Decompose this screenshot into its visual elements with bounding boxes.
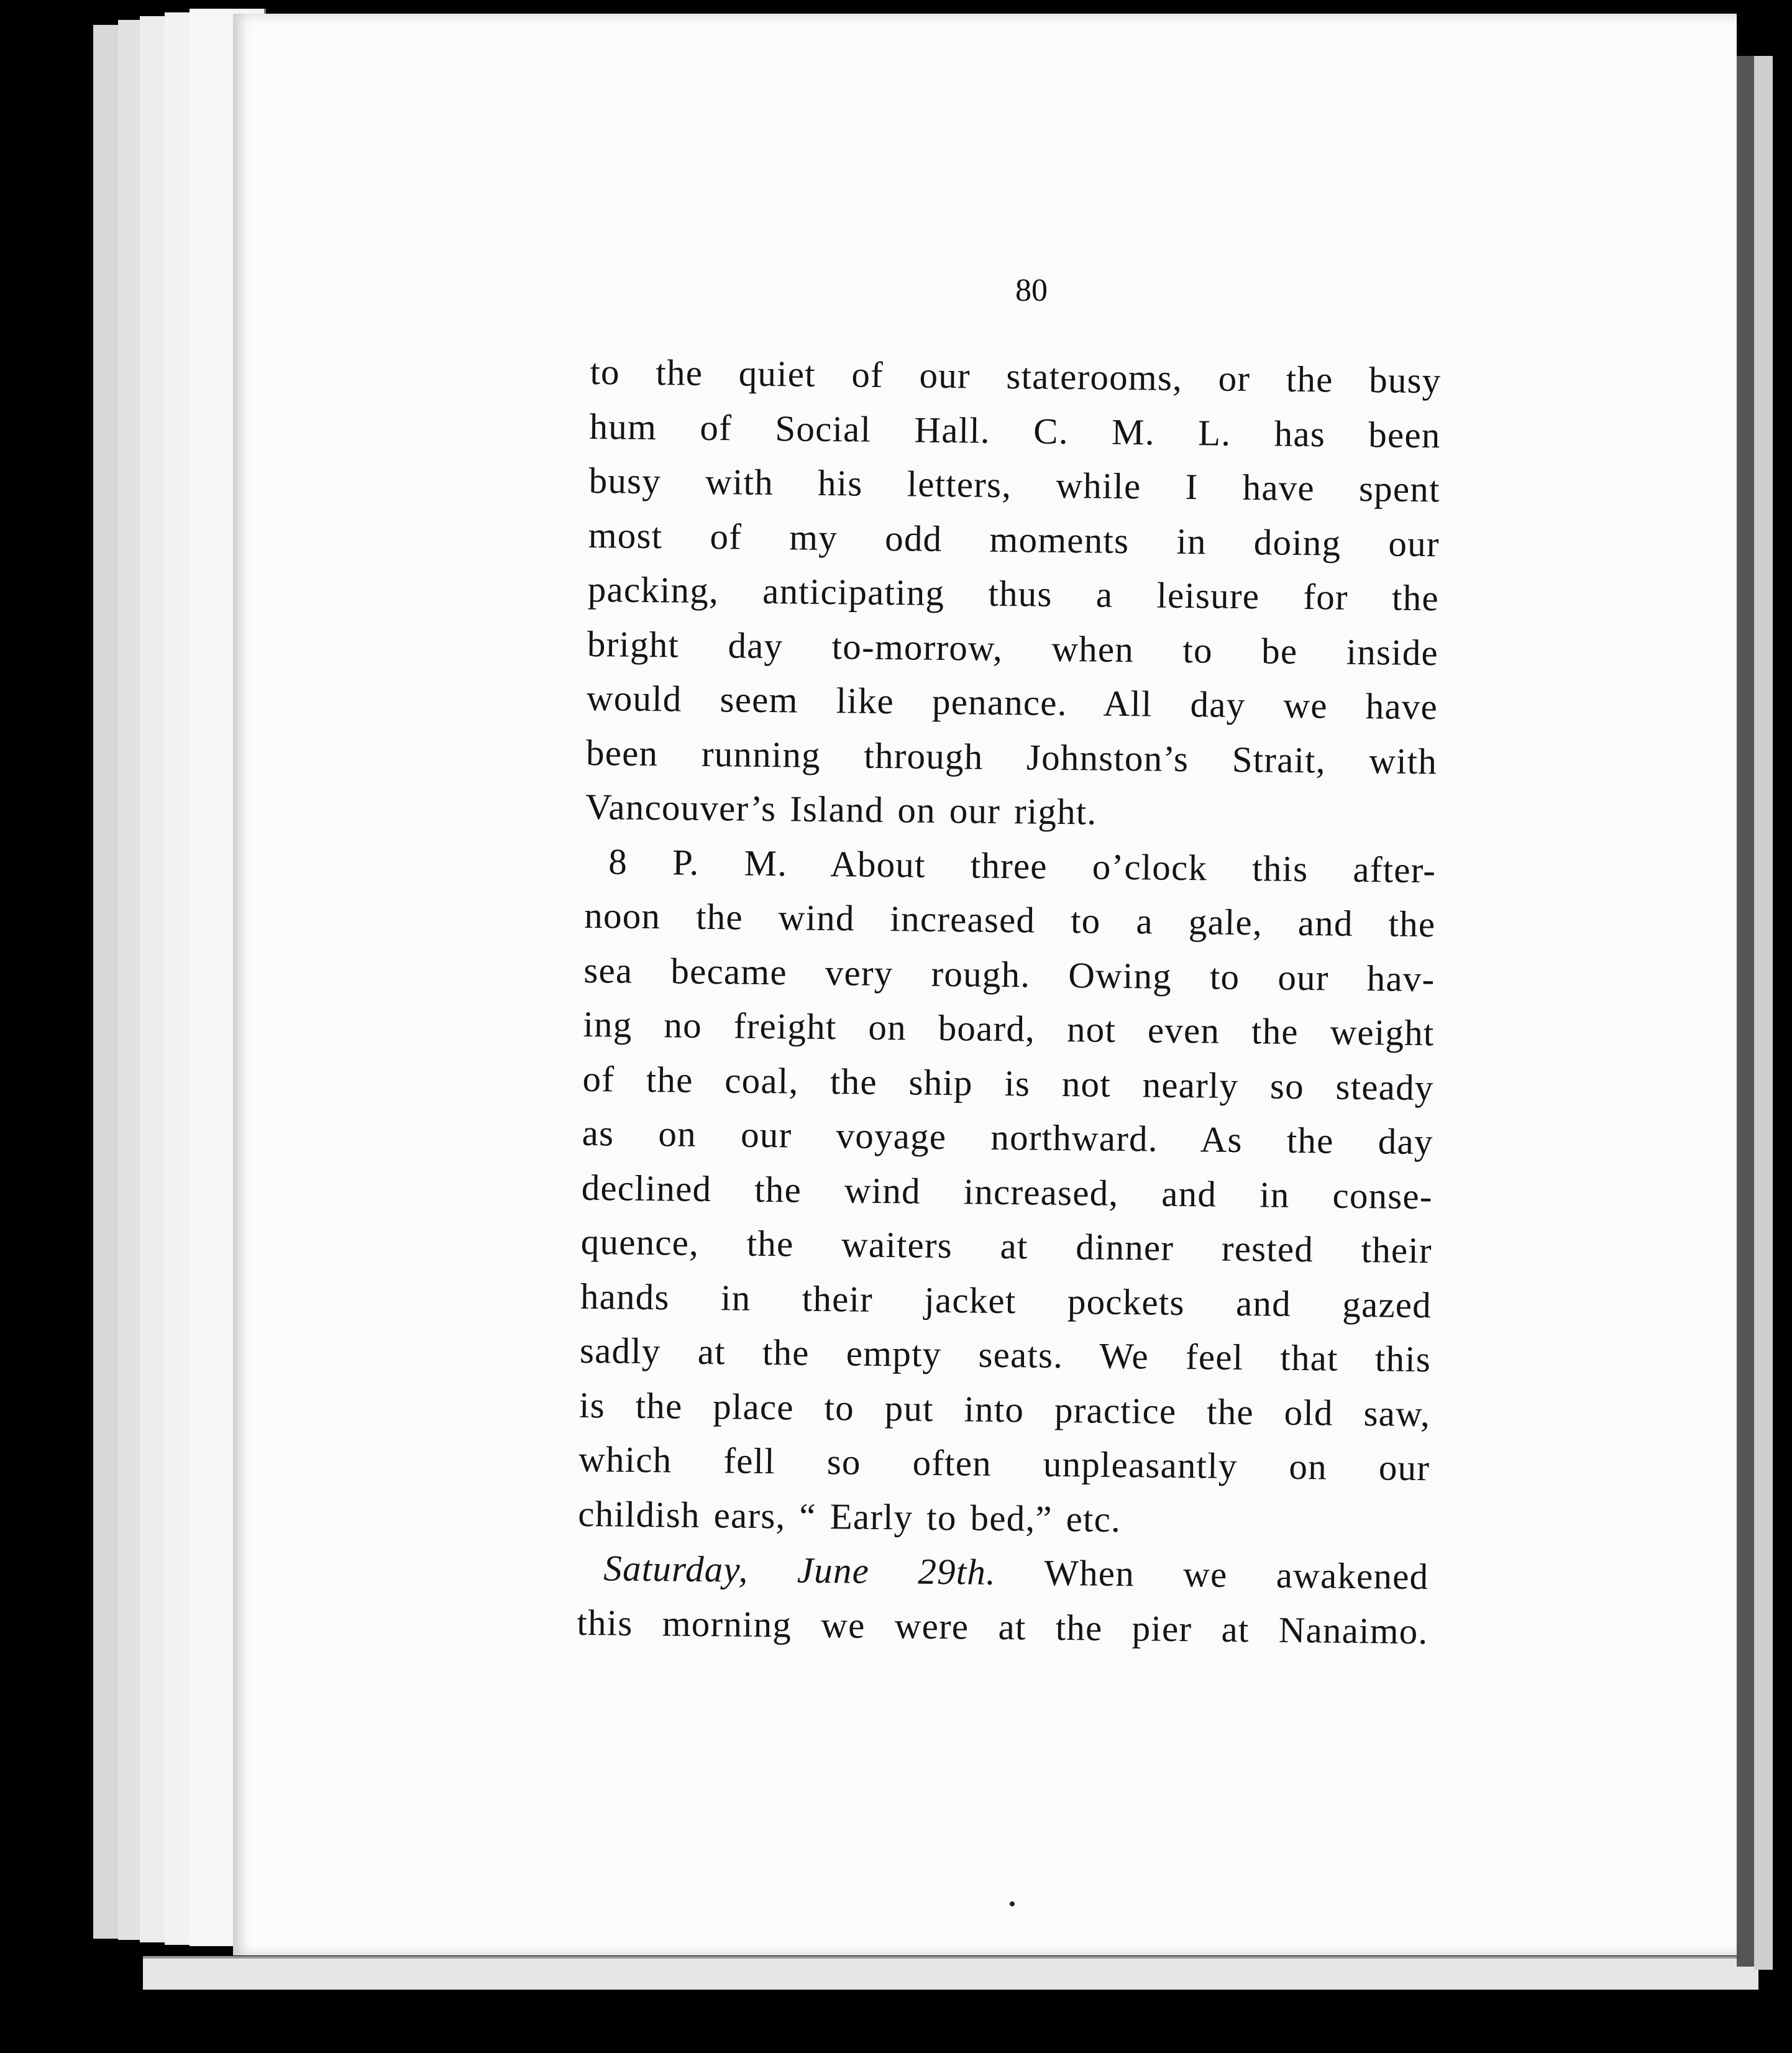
text-line: this morning we were at the pier at Nanaimo. [577, 1601, 1429, 1652]
date-heading: Saturday, June 29th. [603, 1547, 997, 1593]
text-fragment: When we awakened [995, 1551, 1429, 1598]
ink-speck [1010, 1901, 1015, 1906]
text-line: 8 P. M. About three o’clock this after- [608, 840, 1437, 890]
text-line: been running through Johnston’s Strait, with [585, 731, 1438, 782]
right-binding-shadow [1737, 56, 1754, 1967]
page-number: 80 [1015, 273, 1048, 308]
text-line: ing no freight on board, not even the weight [583, 1003, 1435, 1054]
text-line: declined the wind increased, and in conse- [581, 1166, 1433, 1217]
text-line: bright day to-morrow, when to be inside [587, 623, 1439, 673]
right-page-edge [1754, 56, 1773, 1970]
text-line: hum of Social Hall. C. M. L. has been [589, 405, 1441, 455]
text-line: Vancouver’s Island on our right. [585, 785, 1097, 833]
text-line: would seem like penance. All day we have [586, 677, 1438, 728]
text-line: which fell so often unpleasantly on our [578, 1438, 1430, 1489]
text-line: noon the wind increased to a gale, and the [584, 894, 1436, 945]
text-line: childish ears, “ Early to bed,” etc. [577, 1493, 1122, 1540]
paragraph-1 [585, 345, 1442, 843]
paragraph-3 [577, 1541, 1429, 1658]
body-text [577, 345, 1442, 1658]
text-line: most of my odd moments in doing our [588, 514, 1440, 564]
text-line: hands in their jacket pockets and gazed [580, 1275, 1432, 1325]
text-line: as on our voyage northward. As the day [582, 1112, 1433, 1163]
bottom-page-edge [143, 1956, 1758, 1990]
paragraph-2 [578, 834, 1437, 1550]
text-line: to the quiet of our staterooms, or the busy [590, 350, 1442, 401]
text-line: busy with his letters, while I have spent [588, 459, 1440, 510]
text-line: sea became very rough. Owing to our hav- [583, 949, 1435, 999]
text-line: quence, the waiters at dinner rested their [580, 1220, 1433, 1271]
text-line: of the coal, the ship is not nearly so steady [582, 1058, 1434, 1108]
text-line [577, 1541, 1429, 1604]
text-line: packing, anticipating thus a leisure for the [587, 568, 1440, 619]
text-line: is the place to put into practice the old saw, [578, 1384, 1431, 1434]
text-line: sadly at the empty seats. We feel that this [579, 1329, 1432, 1380]
